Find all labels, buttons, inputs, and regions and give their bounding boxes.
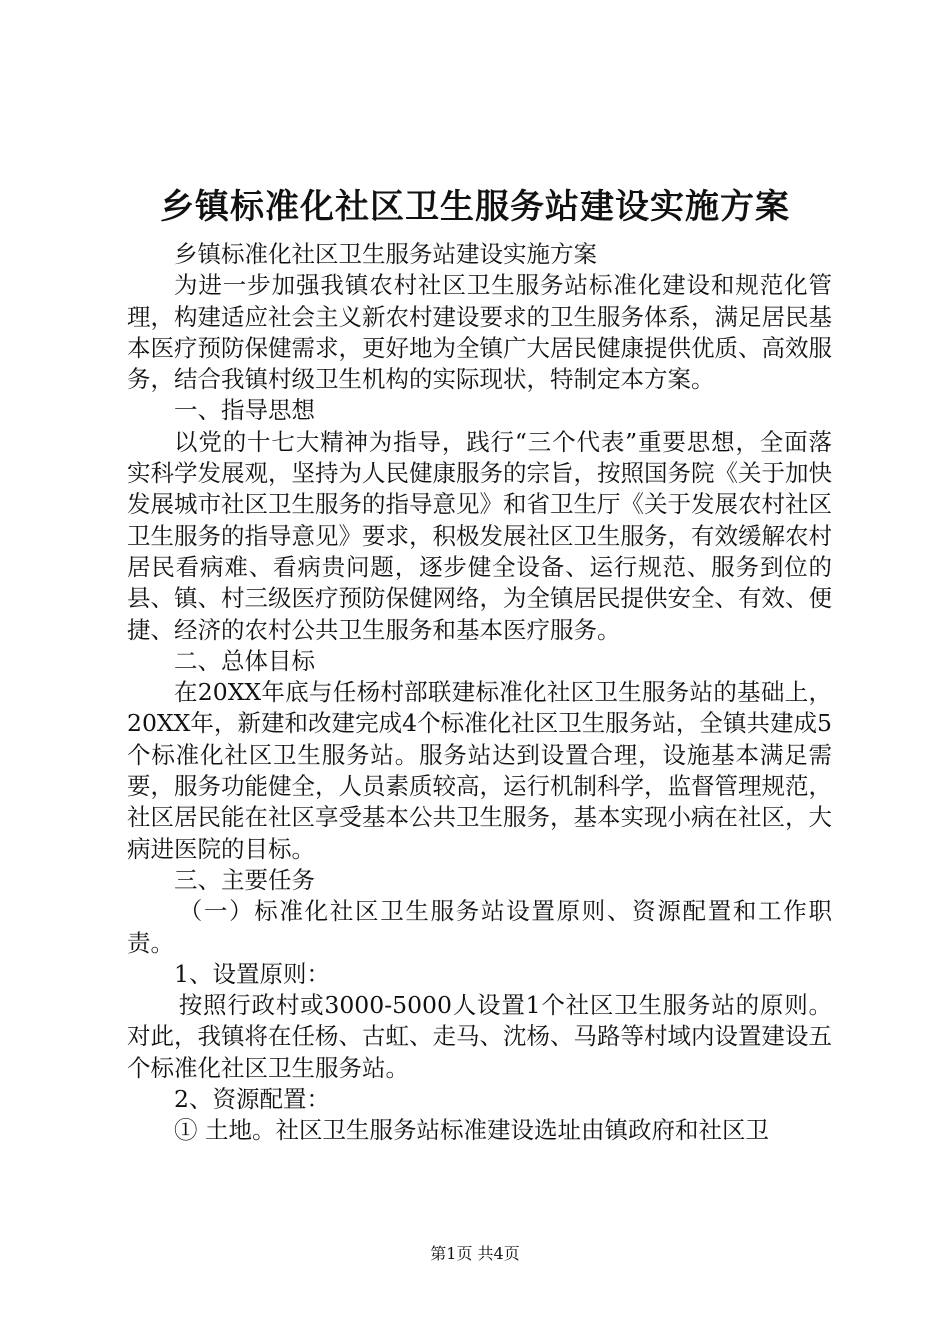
subtitle-paragraph: 乡镇标准化社区卫生服务站建设实施方案	[174, 240, 597, 268]
document-body	[127, 239, 832, 1147]
intro-paragraph: 为进一步加强我镇农村社区卫生服务站标准化建设和规范化管理，构建适应社会主义新农村建设要求的卫生服务体系，满足居民基本医疗预防保健需求，更好地为全镇广大居民健康提供优质、高效服务，结合我镇村级卫生机构的实际现状，特制定本方案。	[127, 271, 832, 394]
item-heading-resource-allocation: 2、资源配置：	[174, 1085, 330, 1114]
overall-goal-paragraph: 在20XX年底与任杨村部联建标准化社区卫生服务站的基础上，20XX年，新建和改建完成4个标准化社区卫生服务站，全镇共建成5个标准化社区卫生服务站。服务站达到设置合理，设施基本满足需要，服务功能健全，人员素质较高，运行机制科学，监督管理规范，社区居民能在社区享受基本公共卫生服务，基本实现小病在社区，大病进医院的目标。	[127, 678, 832, 863]
section-heading-guiding-ideology: 一、指导思想	[174, 396, 315, 425]
setup-principles-paragraph: 按照行政村或3000-5000人设置1个社区卫生服务站的原则。对此，我镇将在任杨、古虹、走马、沈杨、马路等村域内设置建设五个标准化社区卫生服务站。	[127, 991, 832, 1082]
section-heading-overall-goal: 二、总体目标	[174, 646, 315, 675]
resource-land-paragraph: ① 土地。社区卫生服务站标准建设选址由镇政府和社区卫	[174, 1116, 769, 1145]
section-heading-main-tasks: 三、主要任务	[174, 865, 315, 894]
page-footer: 第1页 共4页	[430, 1244, 520, 1263]
item-heading-setup-principles: 1、设置原则：	[174, 959, 330, 988]
subsection-heading-principles: （一）标准化社区卫生服务站设置原则、资源配置和工作职责。	[127, 897, 832, 957]
guiding-ideology-paragraph: 以党的十七大精神为指导，践行“三个代表”重要思想，全面落实科学发展观，坚持为人民健康服务的宗旨，按照国务院《关于加快发展城市社区卫生服务的指导意见》和省卫生厅《关于发展农村社区卫生服务的指导意见》要求，积极发展社区卫生服务，有效缓解农村居民看病难、看病贵问题，逐步健全设备、运行规范、服务到位的县、镇、村三级医疗预防保健网络，为全镇居民提供安全、有效、便捷、经济的农村公共卫生服务和基本医疗服务。	[127, 427, 832, 644]
document-title: 乡镇标准化社区卫生服务站建设实施方案	[160, 187, 790, 227]
